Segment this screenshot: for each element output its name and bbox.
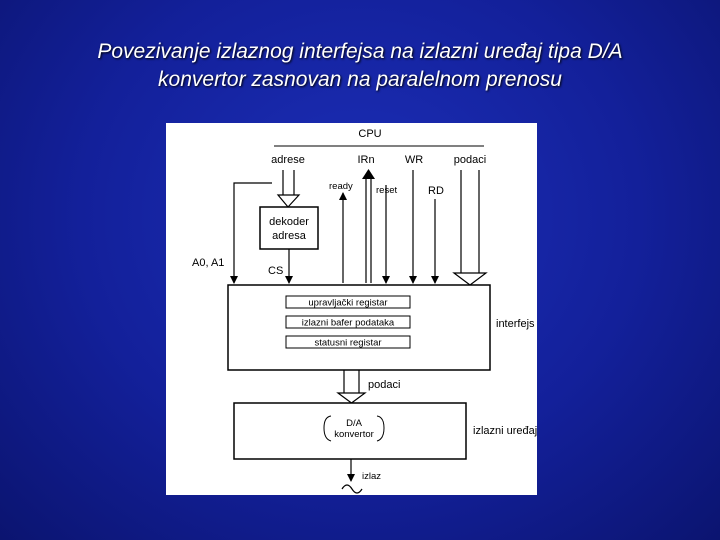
rd-label: RD bbox=[428, 185, 444, 197]
output-device-label: izlazni uređaj bbox=[473, 425, 537, 437]
signal-podaci-label: podaci bbox=[453, 154, 487, 166]
cs-label: CS bbox=[268, 265, 284, 277]
ready-label: ready bbox=[329, 181, 353, 192]
interface-label: interfejs bbox=[496, 318, 535, 330]
address-bus-arrow bbox=[278, 170, 299, 207]
register-status-label: statusni registar bbox=[314, 337, 382, 349]
cpu-label: CPU bbox=[358, 128, 382, 140]
slide-title bbox=[0, 38, 720, 94]
reset-label: reset bbox=[376, 185, 398, 196]
interface-diagram-svg bbox=[166, 123, 537, 495]
device-data-bus-arrow bbox=[338, 370, 365, 403]
decoder-label-line-1: dekoder bbox=[269, 216, 309, 228]
decoder-label-line-2: adresa bbox=[272, 230, 306, 242]
interface-diagram bbox=[166, 123, 537, 495]
slide-title-line-2: konvertor zasnovan na paralelnom prenosu bbox=[158, 68, 562, 91]
slide-title-line-1: Povezivanje izlaznog interfejsa na izlazni uređaj tipa D/A bbox=[97, 40, 623, 63]
register-control-label: upravljački registar bbox=[308, 297, 388, 309]
register-output-buffer-label: izlazni bafer podataka bbox=[301, 317, 395, 329]
data-bus-arrow bbox=[454, 170, 486, 285]
converter-label-line-2: konvertor bbox=[334, 429, 374, 440]
signal-irn-label: IRn bbox=[357, 154, 375, 166]
a0-a1-label: A0, A1 bbox=[192, 257, 225, 269]
converter-label-line-1: D/A bbox=[346, 418, 362, 429]
irn-arrow bbox=[362, 169, 375, 283]
device-data-label: podaci bbox=[368, 379, 401, 391]
signal-wr-label: WR bbox=[404, 154, 424, 166]
output-label: izlaz bbox=[362, 471, 382, 482]
signal-adrese-label: adrese bbox=[271, 154, 305, 166]
address-decoder-box bbox=[260, 207, 318, 249]
analog-wave-icon bbox=[342, 485, 362, 493]
